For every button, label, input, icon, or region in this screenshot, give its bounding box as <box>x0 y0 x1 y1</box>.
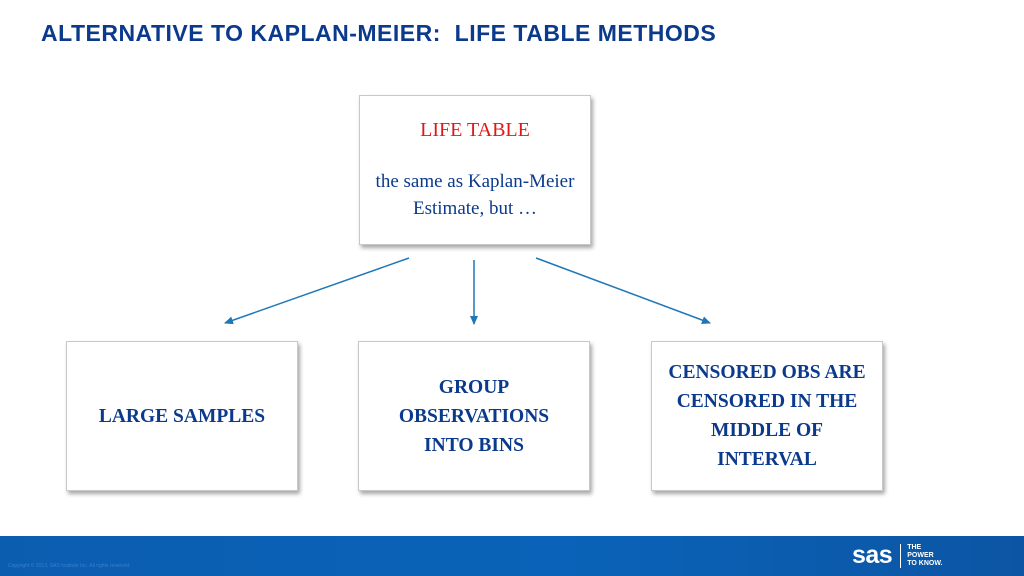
large-samples-text: LARGE SAMPLES <box>98 405 266 427</box>
tagline-line: POWER <box>907 551 934 559</box>
logo-divider <box>900 544 901 568</box>
footer-bar <box>0 536 1024 576</box>
sas-logo <box>852 543 942 568</box>
large-samples-box <box>66 341 298 491</box>
tagline-line: THE <box>907 543 922 551</box>
sas-tagline <box>907 544 942 568</box>
arrow-to-large-samples <box>225 258 409 323</box>
censored-obs-box <box>651 341 883 491</box>
group-observations-text: GROUP OBSERVATIONS INTO BINS <box>398 376 550 456</box>
sas-wordmark: sas <box>852 541 893 569</box>
slide-title: ALTERNATIVE TO KAPLAN-MEIER: LIFE TABLE METHODS <box>41 20 717 46</box>
life-table-heading: LIFE TABLE <box>420 118 530 141</box>
life-table-description: the same as Kaplan-Meier Estimate, but … <box>375 170 575 219</box>
tagline-line: TO KNOW. <box>907 559 943 567</box>
copyright-text: Copyright © 2013, SAS Institute Inc. All rights reserved. <box>8 563 131 569</box>
group-observations-box <box>358 341 590 491</box>
censored-obs-text: CENSORED OBS ARE CENSORED IN THE MIDDLE OF INTERVAL <box>668 362 866 470</box>
arrow-to-censored-obs <box>536 258 710 323</box>
